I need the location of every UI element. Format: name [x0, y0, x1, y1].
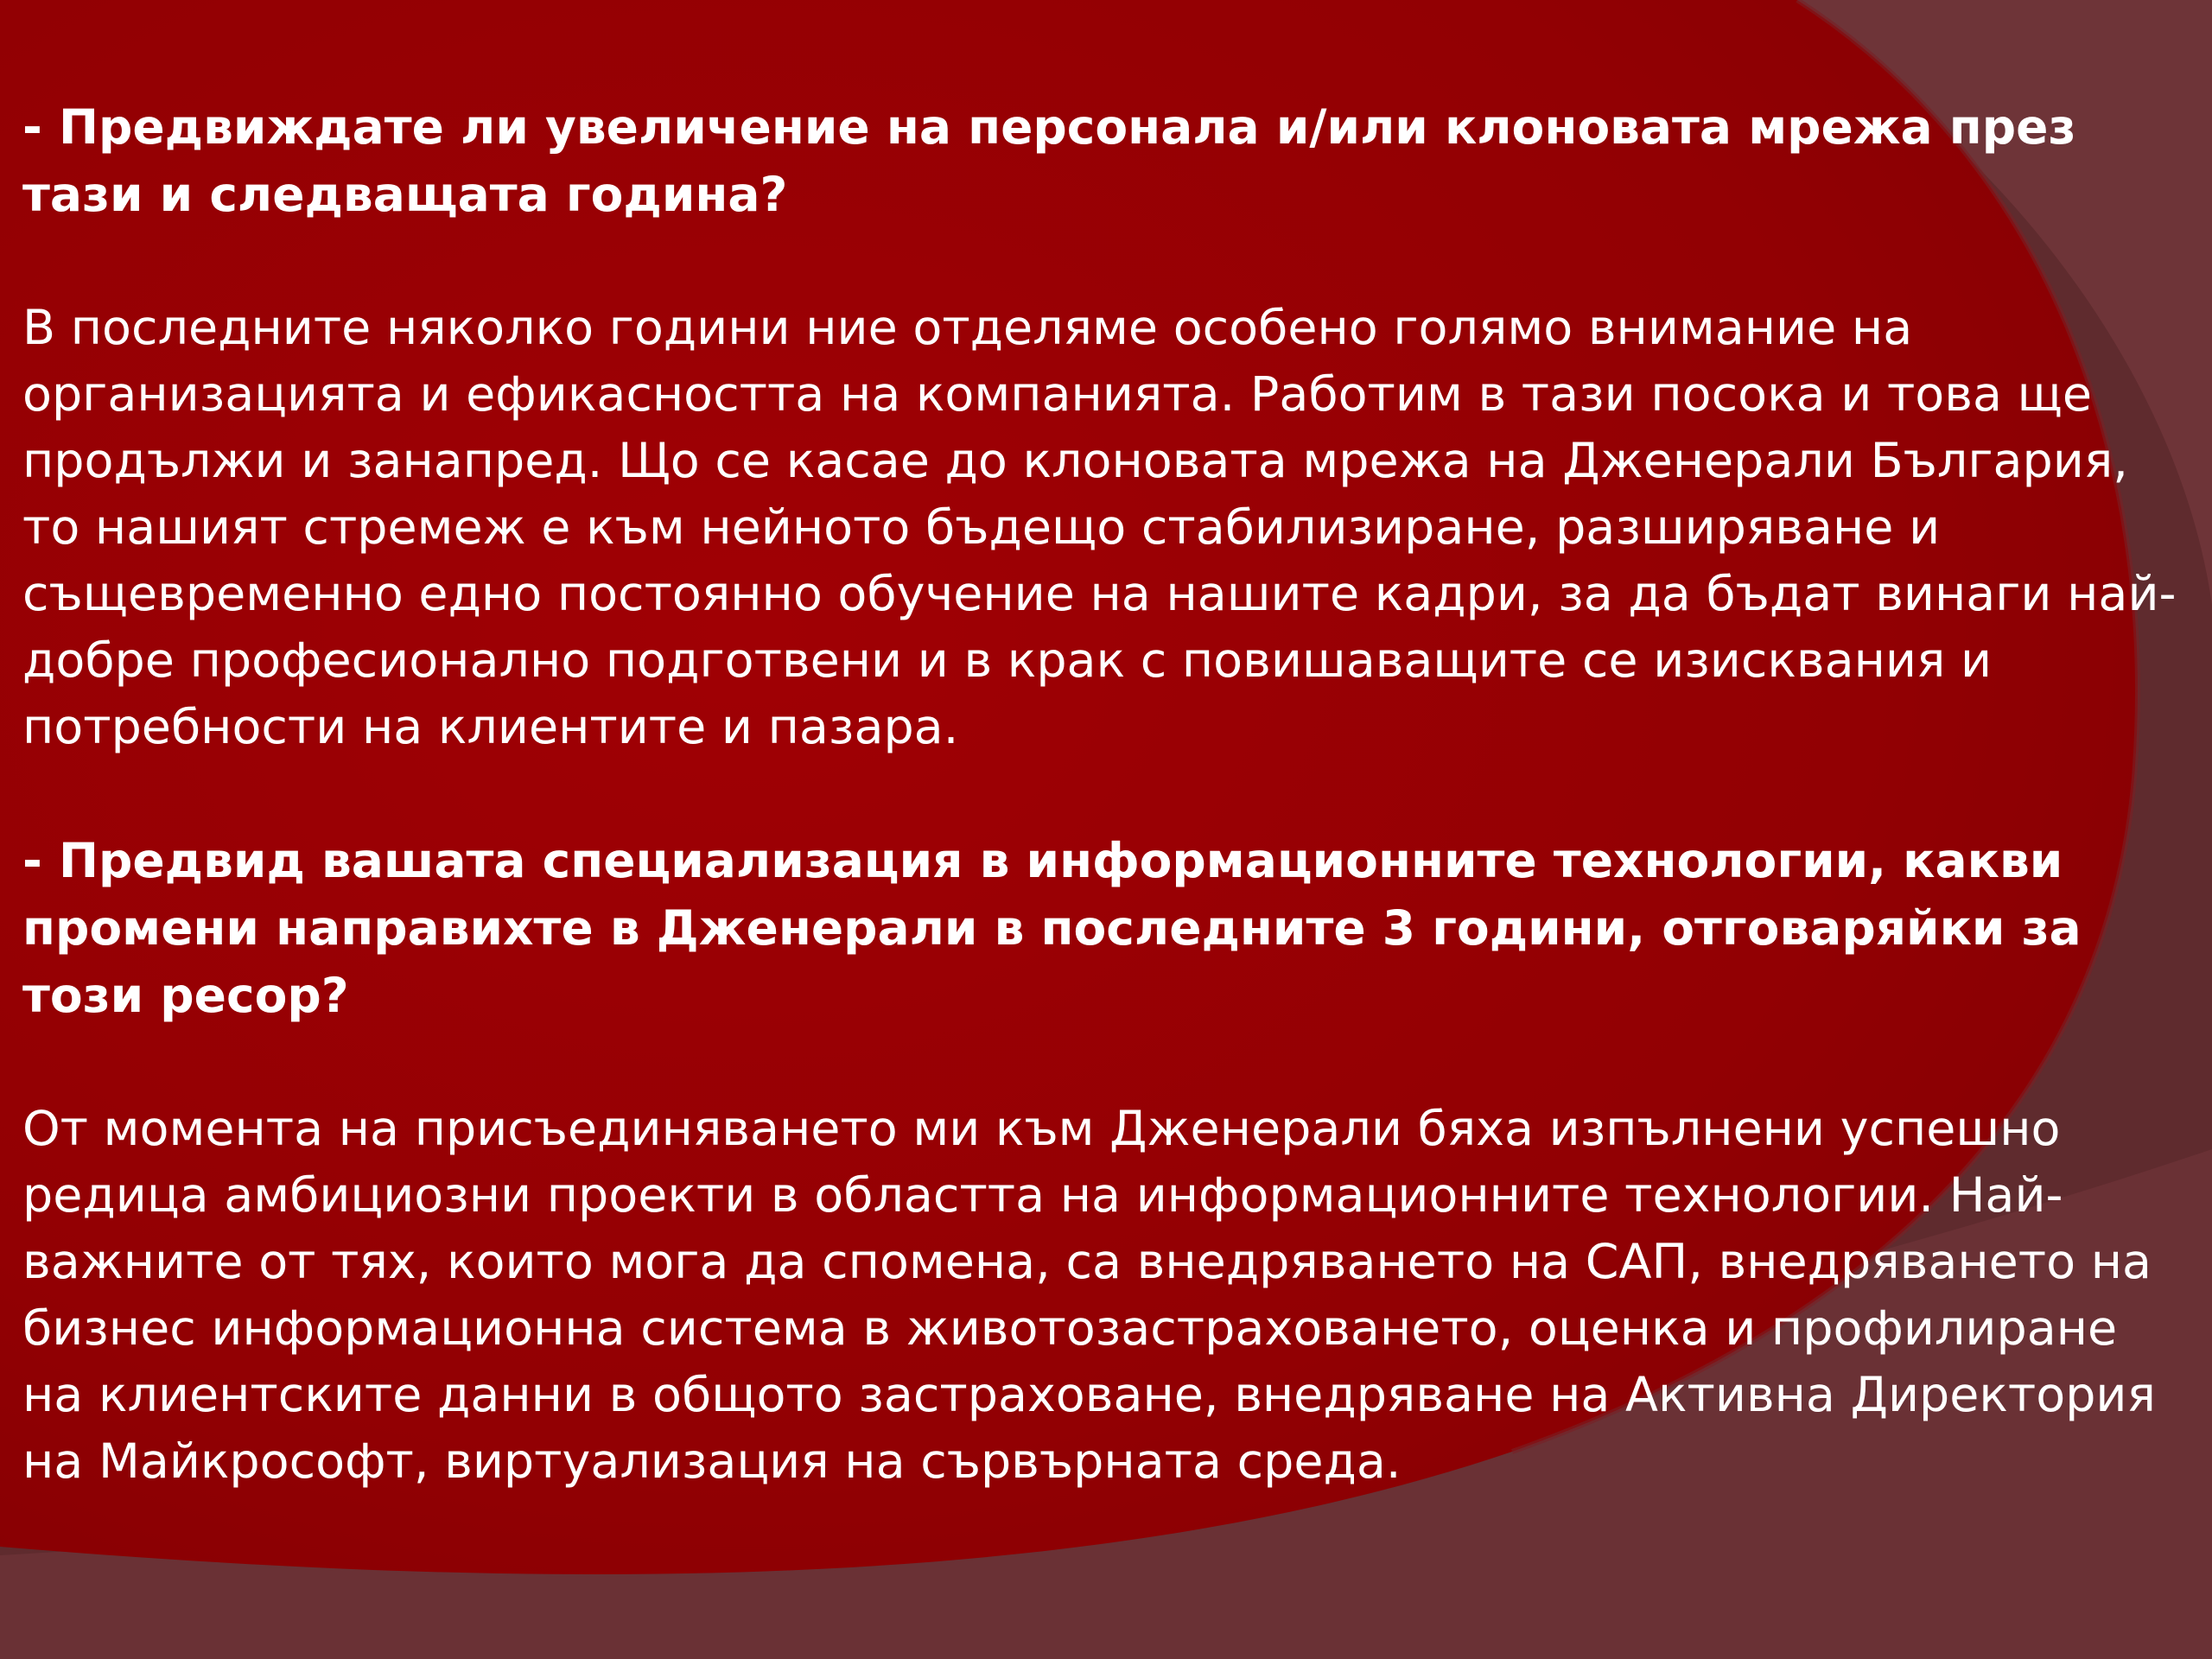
answer-1: В последните няколко години ние отделяме особено голямо внимание на организацията и ефикасността на компанията. Работим в тази посока и това ще продължи и занапред. Що се касае до клоновата мрежа на Дженерали България, то нашият стремеж е към нейното бъдещо стабилизиране, разширяване и същевременно едно постоянно обучение на нашите кадри, за да бъдат винаги най- добре професионално подготвени и в крак с повишаващите се изисквания и потребности на клиентите и пазара.	[22, 300, 2177, 755]
question-1: - Предвиждате ли увеличение на персонала и/или клоновата мрежа през тази и следващата година?	[22, 99, 2076, 222]
question-2: - Предвид вашата специализация в информационните технологии, какви промени направихте в Дженерали в последните 3 години, отговаряйки за този ресор?	[22, 833, 2082, 1023]
answer-2: От момента на присъединяването ми към Дженерали бяха изпълнени успешно редица амбициозни проекти в областта на информационните технологии. Най- важните от тях, които мога да спомена, са внедряването на САП, внедряването на бизнес информационна система в животозастраховането, оценка и профилиране на клиентските данни в общото застраховане, внедряване на Активна Директория на Майкрософт, виртуализация на сървърната среда.	[22, 1101, 2156, 1490]
slide-content	[22, 93, 2196, 1495]
